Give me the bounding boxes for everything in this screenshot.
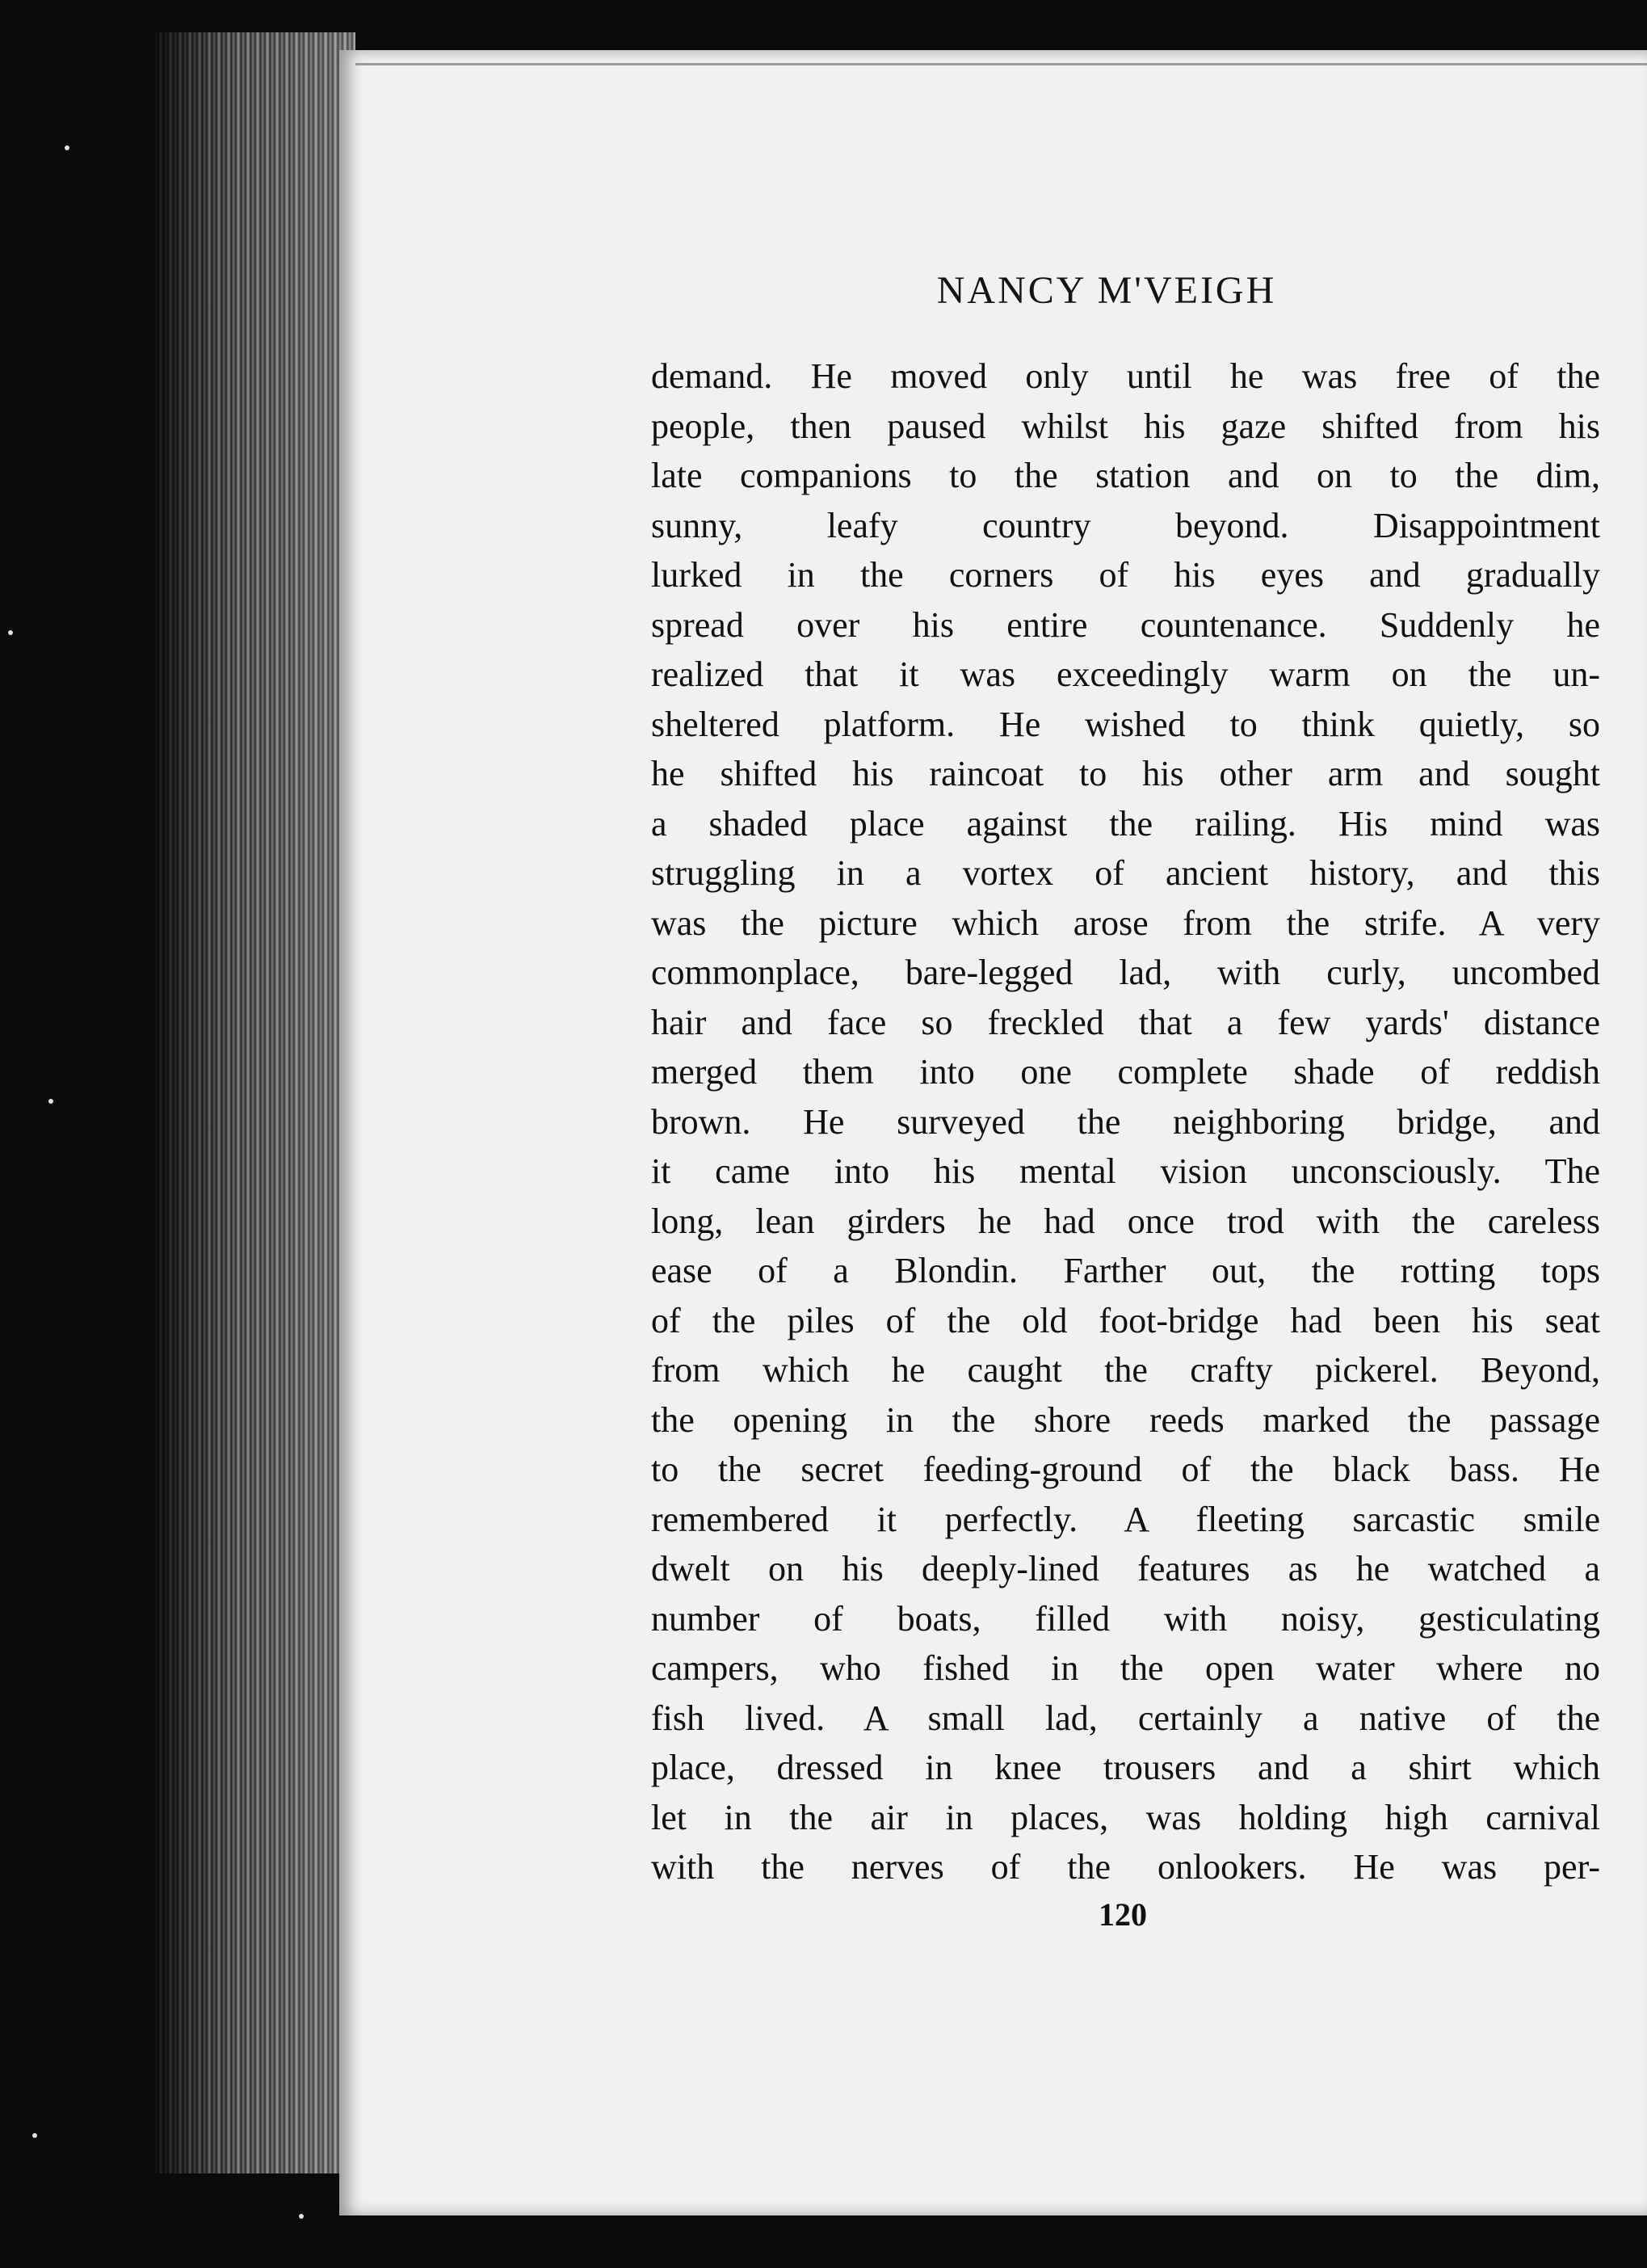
text-line: campers, who fished in the open water where no [651,1648,1600,1688]
page-top-edge [355,63,1647,65]
text-line: he shifted his raincoat to his other arm and sought [651,754,1600,793]
text-line: sunny, leafy country beyond. Disappointment [651,505,1600,545]
text-line: a shaded place against the railing. His mind was [651,803,1600,844]
text-line: let in the air in places, was holding high carnival [651,1797,1600,1837]
text-line: spread over his entire countenance. Suddenly he [651,604,1600,645]
text-line: merged them into one complete shade of reddish [651,1052,1600,1092]
text-line: remembered it perfectly. A fleeting sarcastic smile [651,1499,1600,1539]
text-line: realized that it was exceedingly warm on the un- [651,654,1600,694]
text-line: was the picture which arose from the strife. A very [651,903,1600,943]
text-line: it came into his mental vision unconsciously. The [651,1151,1600,1191]
text-line: number of boats, filled with noisy, gesticulating [651,1598,1600,1639]
text-line: commonplace, bare-legged lad, with curly, uncombed [651,953,1600,992]
text-line: of the piles of the old foot-bridge had been his seat [651,1300,1600,1340]
body-text [651,351,1600,1892]
text-line: long, lean girders he had once trod with the careless [651,1201,1600,1241]
page-number: 120 [1099,1896,1147,1933]
text-line: the opening in the shore reeds marked the passage [651,1399,1600,1440]
text-line: late companions to the station and on to the dim, [651,456,1600,495]
running-head: NANCY M'VEIGH [936,269,1277,312]
text-line: demand. He moved only until he was free of the [651,356,1600,396]
text-line: lurked in the corners of his eyes and gradually [651,555,1600,595]
text-line: hair and face so freckled that a few yards' distance [651,1002,1600,1042]
text-line: fish lived. A small lad, certainly a native of the [651,1698,1600,1738]
text-line: sheltered platform. He wished to think quietly, so [651,704,1600,744]
text-line: brown. He surveyed the neighboring bridge, and [651,1101,1600,1142]
text-line: from which he caught the crafty pickerel. Beyond, [651,1350,1600,1390]
text-line: dwelt on his deeply-lined features as he watched a [651,1549,1600,1588]
text-line: people, then paused whilst his gaze shifted from his [651,406,1600,446]
text-line: place, dressed in knee trousers and a shirt which [651,1748,1600,1787]
text-line: ease of a Blondin. Farther out, the rotting tops [651,1251,1600,1290]
text-line: to the secret feeding-ground of the black bass. He [651,1450,1600,1489]
book-page-edges [153,32,355,2173]
text-line: with the nerves of the onlookers. He was per- [651,1847,1600,1887]
text-line: struggling in a vortex of ancient history, and this [651,853,1600,893]
